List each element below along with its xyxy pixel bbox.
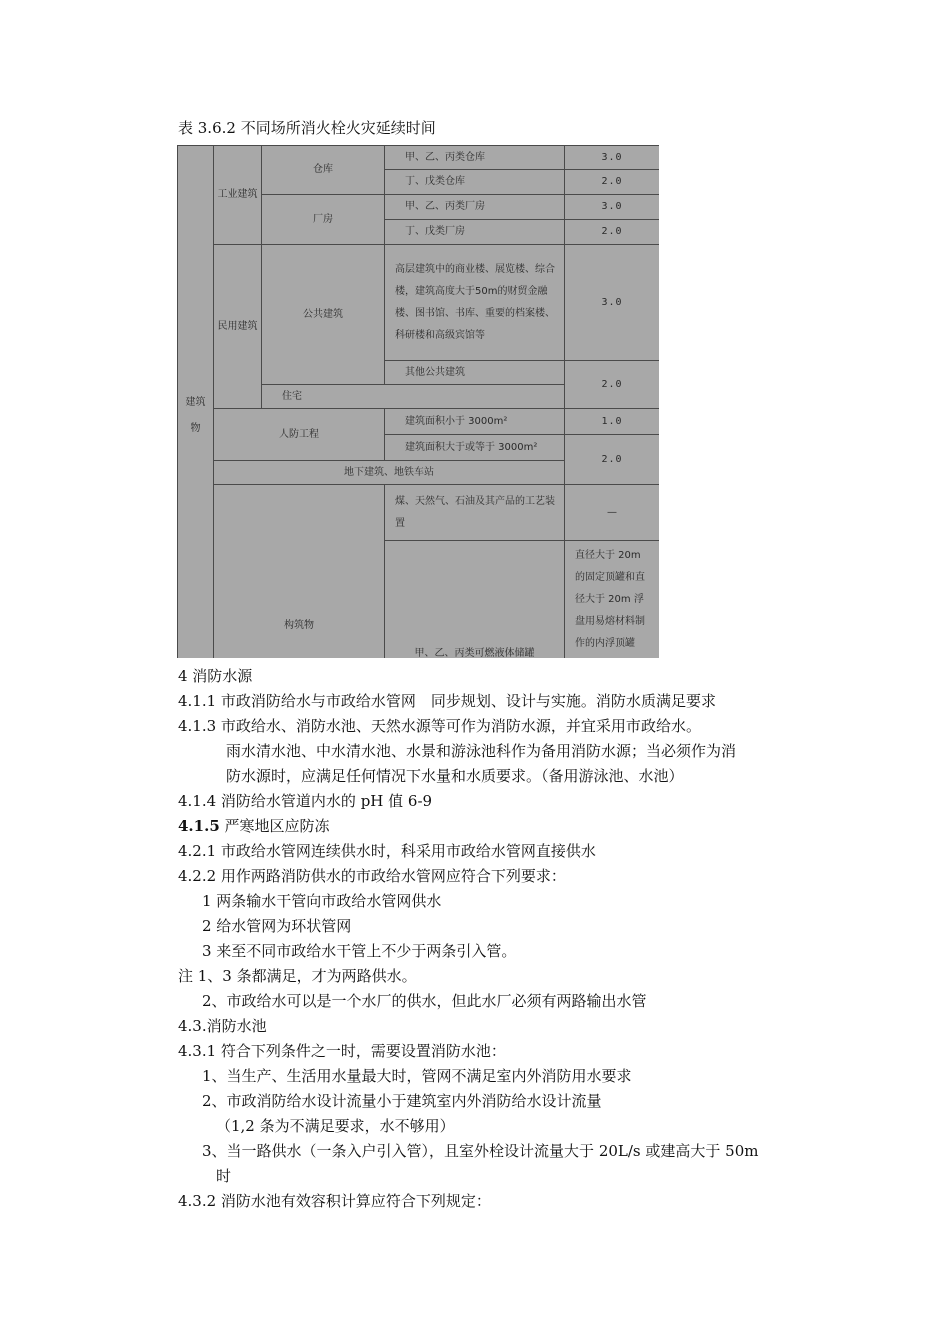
clause-4-1-4: 4.1.4 消防给水管道内水的 pH 值 6-9 [178, 792, 433, 810]
clause-4-1-1: 4.1.1 市政消防给水与市政给水管网 同步规划、设计与实施。消防水质满足要求 [178, 692, 716, 710]
plant-abc: 甲、乙、丙类厂房 [385, 195, 565, 220]
clause-4-1-3: 4.1.3 市政给水、消防水池、天然水源等可作为消防水源，并宜采用市政给水。 [178, 717, 701, 735]
other-value: 2.0 [565, 361, 660, 409]
clause-4-1-5-text: 严寒地区应防冻 [219, 817, 330, 835]
condition-1: 1、当生产、生活用水量最大时，管网不满足室内外消防用水要求 [202, 1067, 632, 1085]
section-4-3: 4.3.消防水池 [178, 1017, 267, 1035]
clause-4-2-1: 4.2.1 市政给水管网连续供水时，科采用市政给水管网直接供水 [178, 842, 596, 860]
body-text [178, 664, 818, 1214]
note-1: 注 1、3 条都满足，才为两路供水。 [178, 967, 417, 985]
residential: 住宅 [262, 385, 565, 409]
clause-4-2-2: 4.2.2 用作两路消防供水的市政给水管网应符合下列要求： [178, 867, 566, 885]
tank-large-diameter: 直径大于 20m 的固定顶罐和直径大于 20m 浮盘用易熔材料制作的内浮顶罐 [565, 541, 660, 659]
clause-number-bold: 4.1.5 [178, 817, 220, 835]
condition-3: 3、当一路供水（一条入户引入管），且室外栓设计流量大于 20L/s 或建高大于 50m [202, 1142, 759, 1160]
type-plant: 厂房 [262, 195, 385, 245]
warehouse-de-value: 2.0 [565, 170, 660, 195]
category-building: 建筑物 [178, 146, 214, 659]
note-2: 2、市政给水可以是一个水厂的供水，但此水厂必须有两路输出水管 [202, 992, 647, 1010]
type-warehouse: 仓库 [262, 146, 385, 195]
plant-de-value: 2.0 [565, 220, 660, 245]
public-high-rise-value: 3.0 [565, 245, 660, 361]
category-structure: 构筑物 [214, 485, 385, 659]
plant-abc-value: 3.0 [565, 195, 660, 220]
warehouse-abc-value: 3.0 [565, 146, 660, 170]
condition-note: （1,2 条为不满足要求，水不够用） [216, 1117, 455, 1135]
underground-station: 地下建筑、地铁车站 [214, 461, 565, 485]
requirement-3: 3 来至不同市政给水干管上不少于两条引入管。 [202, 942, 517, 960]
type-flammable-tank: 甲、乙、丙类可燃液体储罐 [385, 541, 565, 659]
clause-4-3-1: 4.3.1 符合下列条件之一时，需要设置消防水池： [178, 1042, 506, 1060]
subcategory-civil: 民用建筑 [214, 245, 262, 409]
type-civil-defense: 人防工程 [214, 409, 385, 461]
clause-4-1-3-note-1: 雨水清水池、中水清水池、水景和游泳池科作为备用消防水源；当必须作为消 [226, 742, 737, 760]
table-caption: 表 3.6.2 不同场所消火栓火灾延续时间 [178, 119, 436, 137]
coal-gas-oil-desc: — [565, 485, 660, 541]
civil-defense-small-value: 1.0 [565, 409, 660, 435]
type-public: 公共建筑 [262, 245, 385, 385]
civil-defense-small: 建筑面积小于 3000m² [385, 409, 565, 435]
public-high-rise: 高层建筑中的商业楼、展览楼、综合楼，建筑高度大于50m的财贸金融楼、图书馆、书库、重要的档案楼、科研楼和高级宾馆等 [385, 245, 565, 361]
clause-4-1-3-note-2: 防水源时，应满足任何情况下水量和水质要求。（备用游泳池、水池） [226, 767, 684, 785]
plant-de: 丁、戊类厂房 [385, 220, 565, 245]
public-other: 其他公共建筑 [385, 361, 565, 385]
clause-4-1-5 [178, 814, 818, 839]
condition-3-cont: 时 [216, 1167, 232, 1185]
civil-defense-large: 建筑面积大于或等于 3000m² [385, 435, 565, 461]
condition-2: 2、市政消防给水设计流量小于建筑室内外消防给水设计流量 [202, 1092, 602, 1110]
large-value: 2.0 [565, 435, 660, 485]
clause-4-3-2: 4.3.2 消防水池有效容积计算应符合下列规定： [178, 1192, 491, 1210]
coal-gas-oil-process: 煤、天然气、石油及其产品的工艺装置 [385, 485, 565, 541]
requirement-1: 1 两条输水干管向市政给水管网供水 [202, 892, 442, 910]
requirement-2: 2 给水管网为环状管网 [202, 917, 352, 935]
warehouse-abc: 甲、乙、丙类仓库 [385, 146, 565, 170]
scanned-table-image [177, 145, 659, 658]
fire-duration-table [177, 145, 659, 658]
subcategory-industrial: 工业建筑 [214, 146, 262, 245]
warehouse-de: 丁、戊类仓库 [385, 170, 565, 195]
section-heading: 4 消防水源 [178, 667, 253, 685]
